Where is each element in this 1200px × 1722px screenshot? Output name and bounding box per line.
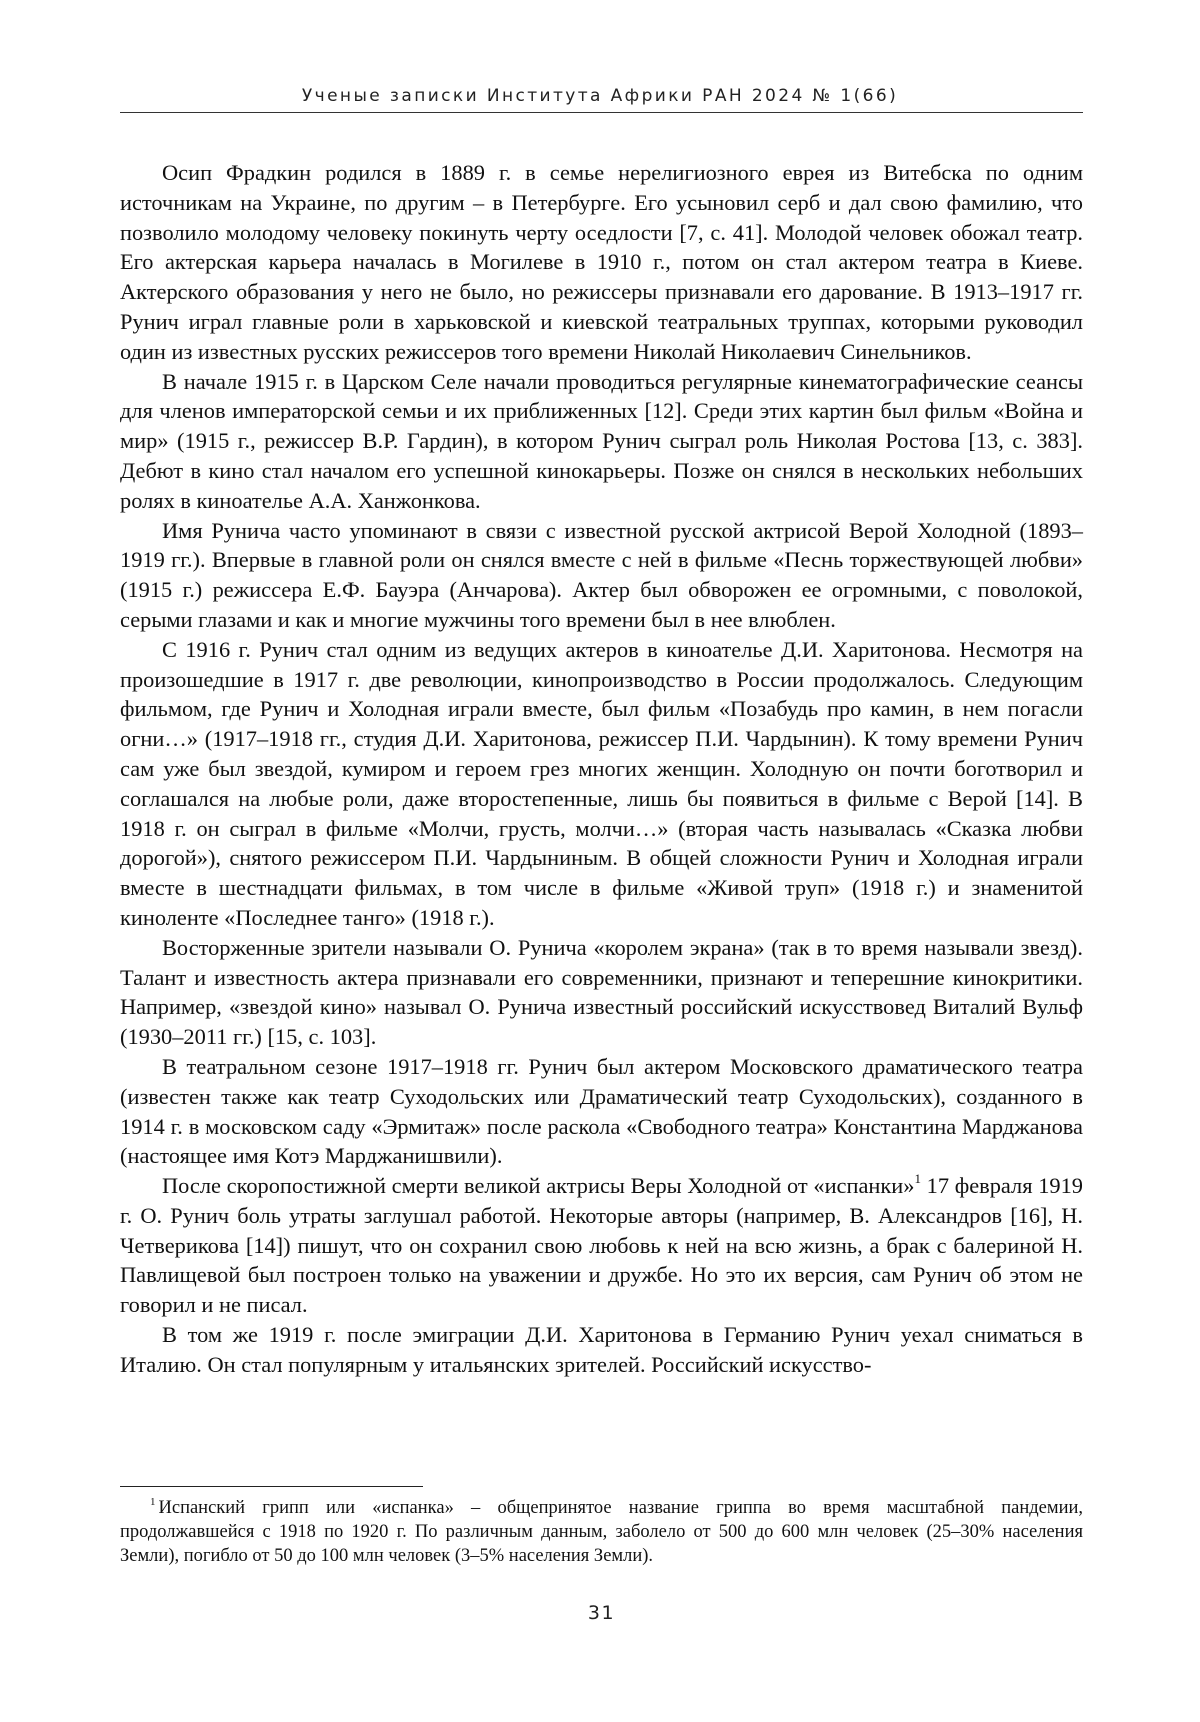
article-body	[120, 158, 1083, 1380]
running-header: Ученые записки Института Африки РАН 2024 № 1(66)	[301, 86, 899, 106]
footnote-text: Испанский грипп или «испанка» – общепринятое название гриппа во время масштабной пандемии, продолжавшейся с 1918 по 1920 г. По различным данным, заболело от 500 до 600 млн человек (25–30% населения Земли), погибло от 50 до 100 млн человек (3–5% населения Земли).	[120, 1498, 1083, 1566]
paragraph-text: После скоропостижной смерти великой актрисы Веры Холодной от «испанки»	[162, 1173, 915, 1199]
paragraph: В том же 1919 г. после эмиграции Д.И. Харитонова в Германию Рунич уехал сниматься в Италию. Он стал популярным у итальянских зрителей. Российский искусство-	[120, 1322, 1083, 1377]
paragraph: С 1916 г. Рунич стал одним из ведущих актеров в киноателье Д.И. Харитонова. Несмотря на произошедшие в 1917 г. две революции, кинопроизводство в России продолжалось. Следующим фильмом, где Рунич и Холодная играли вместе, был фильм «Позабудь про камин, в нем погасли огни…» (1917–1918 гг., студия Д.И. Харитонова, режиссер П.И. Чардынин). К тому времени Рунич сам уже был звездой, кумиром и героем грез многих женщин. Холодную он почти боготворил и соглашался на любые роли, даже второстепенные, лишь бы появиться в фильме с Верой [14]. В 1918 г. он сыграл в фильме «Молчи, грусть, молчи…» (вторая часть называлась «Сказка любви дорогой»), снятого режиссером П.И. Чардыниным. В общей сложности Рунич и Холодная играли вместе в шестнадцати фильмах, в том числе в фильме «Живой труп» (1918 г.) и знаменитой киноленте «Последнее танго» (1918 г.).	[120, 636, 1083, 930]
paragraph: В театральном сезоне 1917–1918 гг. Рунич был актером Московского драматического театра (известен также как театр Суходольских или Драматический театр Суходольских), созданного в 1914 г. в московском саду «Эрмитаж» после раскола «Свободного театра» Константина Марджанова (настоящее имя Котэ Марджанишвили).	[120, 1053, 1083, 1169]
footnotes	[120, 1496, 1083, 1568]
page-number: 31	[587, 1602, 616, 1624]
footnote-rule	[120, 1486, 423, 1487]
footnote	[120, 1496, 1083, 1568]
footnote-marker: 1	[150, 1496, 156, 1508]
paragraph	[120, 1171, 1083, 1320]
paragraph: Осип Фрадкин родился в 1889 г. в семье нерелигиозного еврея из Витебска по одним источникам на Украине, по другим – в Петербурге. Его усыновил серб и дал свою фамилию, что позволило молодому человеку покинуть черту оседлости [7, с. 41]. Молодой человек обожал театр. Его актерская карьера началась в Могилеве в 1910 г., потом он стал актером театра в Киеве. Актерского образования у него не было, но режиссеры признавали его дарование. В 1913–1917 гг. Рунич играл главные роли в харьковской и киевской театральных труппах, которыми руководил один из известных русских режиссеров того времени Николай Николаевич Синельников.	[120, 160, 1083, 364]
header-rule	[120, 112, 1083, 113]
paragraph: Имя Рунича часто упоминают в связи с известной русской актрисой Верой Холодной (1893–1919 гг.). Впервые в главной роли он снялся вместе с ней в фильме «Песнь торжествующей любви» (1915 г.) режиссера Е.Ф. Бауэра (Анчарова). Актер был обворожен ее огромными, с поволокой, серыми глазами и как и многие мужчины того времени был в нее влюблен.	[120, 517, 1083, 632]
footnote-ref[interactable]: 1	[914, 1171, 921, 1187]
paragraph: Восторженные зрители называли О. Рунича «королем экрана» (так в то время называли звезд). Талант и известность актера признавали его современники, признают и теперешние кинокритики. Например, «звездой кино» называл О. Рунича известный российский искусствовед Виталий Вульф (1930–2011 гг.) [15, с. 103].	[120, 934, 1083, 1050]
paragraph: В начале 1915 г. в Царском Селе начали проводиться регулярные кинематографические сеансы для членов императорской семьи и их приближенных [12]. Среди этих картин был фильм «Война и мир» (1915 г., режиссер В.Р. Гардин), в котором Рунич сыграл роль Николая Ростова [13, с. 383]. Дебют в кино стал началом его успешной кинокарьеры. Позже он снялся в нескольких небольших ролях в киноателье А.А. Ханжонкова.	[120, 368, 1083, 513]
paragraph-text: 17 февраля 1919 г. О. Рунич боль утраты заглушал работой. Некоторые авторы (например, В. Александров [16], Н. Четверикова [14]) пишут, что он сохранил свою любовь к ней на всю жизнь, а брак с балериной Н. Павлищевой был построен только на уважении и дружбе. Но это их версия, сам Рунич об этом не говорил и не писал.	[120, 1173, 1083, 1318]
